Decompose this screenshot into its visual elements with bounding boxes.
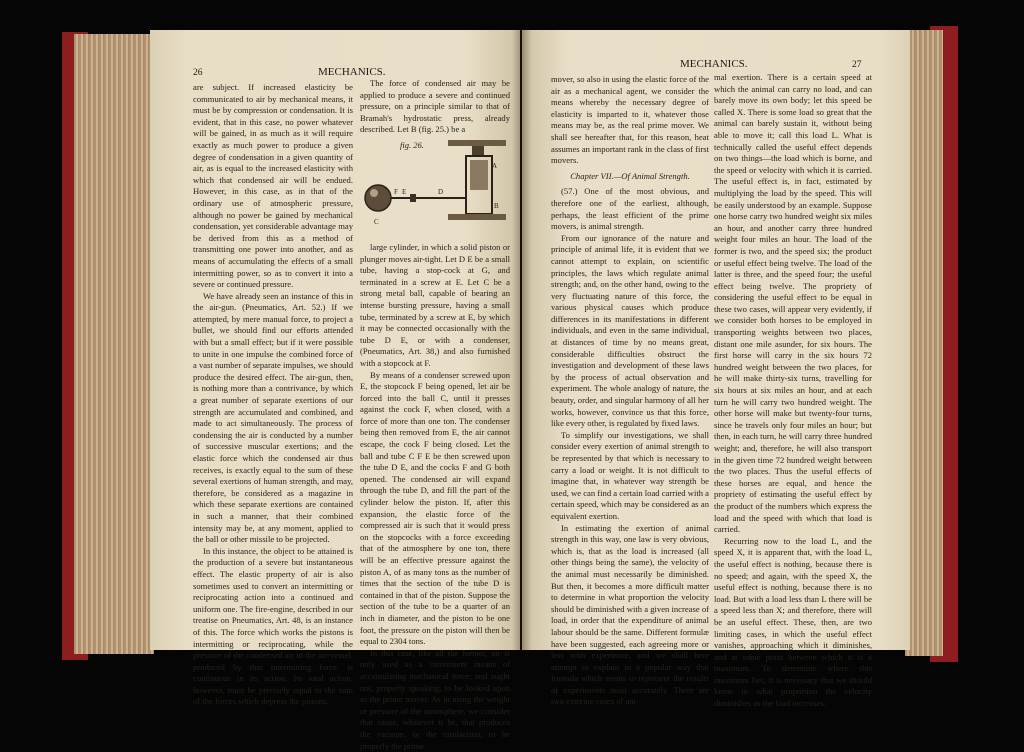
figure-label: B — [494, 201, 499, 210]
right-page-number: 27 — [852, 60, 862, 70]
right-column-2 — [714, 72, 872, 709]
paragraph: We have already seen an instance of this in the air-gun. (Pneumatics, Art. 52.) If we attempted, by mere manual force, to project a bullet, we should find our efforts attended with but a small effect; but if it were possible to unite in one impulse the combined force of a vast number of separate impulses, we should produce the desired effect. The air-gun, then, is nothing more than a contrivance, by which a great number of separate exertions of our strength are accumulated and combined, and made to act simultaneously. The process of condensing the air is conducted by a number of successive muscular exertions; and the elastic force which the condensed air thus receives, is exactly equal to the sum of these several exertions of human strength, and may, therefore, be considered as a magazine in which these separate exertions are contained in such a manner, that their combined intensity may be, at any moment, applied to the ball or other missile to be projected. — [193, 290, 353, 545]
figure-label: E — [402, 187, 407, 196]
book-gutter — [512, 30, 532, 650]
paragraph: mal exertion. There is a certain speed at which the animal can carry no load, and can barely move its own body; let this speed be called X. There is some load so great that the animal can barely sustain it, without being able to move it; call this load L. What is technically called the useful effect depends on two things—the load which is borne, and the speed or velocity with which it is carried. The useful effect is, in fact, estimated by multiplying the load by the speed. This will be easily understood by an example. Suppose one horse carry two hundred weight six miles an hour, and another carry three hundred weight four miles an hour. The load of the former is two, and the speed six; the product or useful effect being twelve. The load of the latter is three, and the speed four; the useful effect being twelve. The propriety of considering the useful effect to be equal in these two cases, will appear very evidently, if we consider both horses to be employed in transporting weights between two places, distant one mile asunder, for six hours. The first horse will carry in the six hours 72 hundred weight between the two places, for he will make thirty-six turns, travelling for six hours at six miles an hour, and at each turn he will carry two hundred weight. The other horse will make but twenty-four turns, since he travels only four miles an hour; but then, in each turn, he will carry three hundred weight; and, therefore, he will also transport in the given time 72 hundred weight between the two places. Thus the useful effects of these horses are equal, and hence the propriety of estimating the useful effect by the product of the numbers which express the load and the speed with which that load is carried. — [714, 72, 872, 535]
paragraph: large cylinder, in which a solid piston or plunger moves air-tight. Let D E be a small tube, having a stop-cock at G, and terminated in a screw at E. Let C be a strong metal ball, capable of bearing an intense bursting pressure, having a small tube, terminated by a screw at E, by which it may be connected occasionally with the tube D E, or with a condenser, (Pneumatics, Art. 38,) and also furnished with a stopcock at F. — [360, 241, 510, 368]
chapter-heading: Chapter VII.—Of Animal Strength. — [570, 170, 690, 181]
paragraph: To simplify our investigations, we shall consider every exertion of animal strength to be represented by that which is necessary to carry a load or weight. It is not difficult to imagine that, in whatever way strength be used, we can find a certain load carried with a certain speed, which may be considered as an equivalent exertion. — [551, 429, 709, 521]
paragraph: mover, so also in using the elastic force of the air as a mechanical agent, we consider the means whereby the necessary degree of elasticity is imparted to it, whatever those means may be, as the real prime mover. We shall see hereafter that, for this reason, heat assumes an important rank in the class of first movers. — [551, 74, 709, 166]
figure-26 — [360, 138, 510, 236]
figure-caption: fig. 26. — [400, 139, 424, 150]
right-running-header: MECHANICS. — [680, 58, 748, 70]
page-block-left — [74, 34, 154, 654]
left-page-number: 26 — [193, 68, 203, 78]
figure-label: A — [492, 161, 498, 170]
left-running-header: MECHANICS. — [318, 66, 386, 78]
figure-label: F — [394, 187, 398, 196]
paragraph: By means of a condenser screwed upon E, the stopcock F being opened, let air be forced into the ball C, until it presses against the cock F, when closed, with a force of more than one ton. The condenser being then removed from E, the air cannot escape, the cock F being closed. Let the ball and tube C F E be then screwed upon the tube D E, and the cocks F and G both opened. The condensed air will expand through the tube D, and fill the part of the cylinder below the piston. If, after this expansion, the elastic force of the compressed air is such that it would press on the stopcocks with a force exceeding that of the atmosphere by one ton, there will be an effective pressure against the piston A, of as many tons as the number of times that the section of the tube D is contained in that of the piston. Suppose the section of the tube to be a quarter of an inch in diameter, and the piston to be one foot, the pressure on the piston will then be equal to 2304 tons. — [360, 369, 510, 647]
paragraph: In this case, like all the former, air is only used as a convenient means of accumulating mechanical force; and ought not, properly speaking, to be looked upon as the prime mover. As in using the weight or pressure of the atmosphere, we consider that cause, whatever it be, that produces the vacuum, or the rarefaction, to be properly the prime — [360, 647, 510, 751]
page-block-right — [905, 30, 943, 656]
paragraph: In estimating the exertion of animal strength in this way, one law is very obvious, which is, that as the load is increased (all other things being the same), the velocity of the animal must necessarily be diminished. But then, it becomes a more difficult matter to determine in what proportion the velocity should be diminished with a given increase of load, in order that the expenditure of animal labour should be the same. Different formulæ have been suggested, each agreeing more or less with experience, and we shall here attempt to explain in a popular way that formula which seems to represent the results of experiments most accurately. There are two extreme cases of ani- — [551, 522, 709, 707]
figure-label: C — [374, 217, 379, 226]
figure-label: D — [438, 187, 444, 196]
left-column-2 — [360, 78, 510, 751]
paragraph: From our ignorance of the nature and principle of animal life, it is evident that we cannot attempt to explain, on scientific principles, the laws which regulate animal strength; and, on the other hand, owing to the very fluctuating nature of this force, the various physical causes which produce differences in its manifestations in different individuals, and even in the same individual, at distances of time by no means great, considerable difficulties obstruct the investigation and development of these laws by the process of actual observation and experiment. The whole analogy of nature, the beauty, order, and singular harmony of all her works, however, convince us that this force, like every other, is regulated by fixed laws. — [551, 232, 709, 429]
paragraph: The force of condensed air may be applied to produce a severe and continued pressure, on a principle similar to that of Bramah's hydrostatic press, already described. Let B (fig. 25.) be a — [360, 78, 510, 135]
right-column-1 — [551, 74, 709, 707]
paragraph: (57.) One of the most obvious, and therefore one of the earliest, although, perhaps, the least efficient of the prime movers, is animal strength. — [551, 186, 709, 232]
paragraph: are subject. If increased elasticity be communicated to air by mechanical means, it must be by compression or condensation. It is evident, that in this case, no power whatever will be gained, in as much as it will require exactly as much power to produce a given degree of condensation in a given quantity of air, as is equal to the increased elasticity with which that condensed air will be endued. However, in this case, as in that of the ordinary use of atmospheric pressure, although no power be gained by mechanical condensation, yet considerable advantage may be derived from this as a method of transmitting one power into another, and as means of accumulating the effects of a small intermitting power, so as to convert it into a severe or continued pressure. — [193, 82, 353, 290]
paragraph: In this instance, the object to be attained is the production of a severe but instantaneous effect. The elastic property of air is also sometimes used to convert an intermitting or reciprocating action into a continued and uniform one. The fire-engine, described in our treatise on Pneumatics, Art. 48, is an instance of this. The force which works the pistons is intermitting or reciprocating, while the pressure of the condensed air in the air-vessel, produced by that intermitting force, is continuous in its action. Its total action, however, must be precisely equal to the sum of the forces which depress the pistons. — [193, 545, 353, 707]
condensed-air-press-illustration — [360, 138, 510, 234]
left-column-1 — [193, 82, 353, 707]
paragraph: Recurring now to the load L, and the speed X, it is apparent that, with the load L, the useful effect is nothing, because there is no speed; and again, with the speed X, the useful effect is nothing, because there is no load. But with a load less than L there will be a speed less than X; and therefore, there will be an useful effect. These, then, are two limiting cases, in which the useful effect vanishes, approaching which it diminishes, and at some point between which it is a maximum. To determine where this maximum lies, it is necessary that we should know in what proportion the velocity diminishes as the load increases. — [714, 535, 872, 709]
